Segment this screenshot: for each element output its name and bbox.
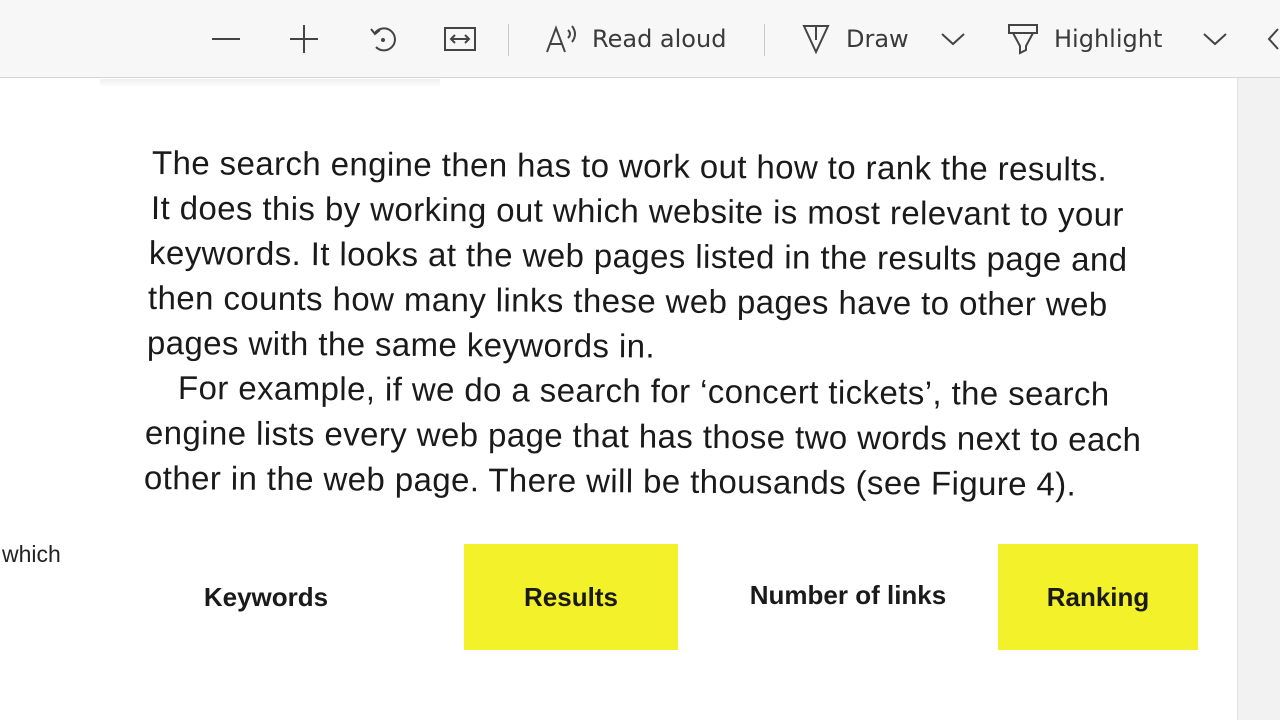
toolbar-separator [508, 24, 509, 56]
pen-icon [800, 22, 832, 56]
draw-button[interactable] [800, 0, 909, 78]
figure-ranking-highlighted: Ranking [998, 544, 1198, 650]
margin-note: which [2, 541, 61, 567]
highlight-button[interactable] [1006, 0, 1162, 78]
paragraph-line: The search engine then has to work out how to rank the results. [151, 144, 1108, 188]
paragraph-line: engine lists every web page that has those two words next to each [144, 414, 1142, 458]
figure-number-of-links: Number of links [749, 579, 947, 610]
highlight-options-dropdown[interactable] [1202, 0, 1228, 78]
zoom-in-button[interactable] [288, 0, 320, 78]
paragraph-line: then counts how many links these web pages have to other web [147, 279, 1108, 323]
paragraph-line: For example, if we do a search for ‘concert tickets’, the search [177, 369, 1110, 413]
page-scan-artifact [100, 79, 440, 87]
read-aloud-button[interactable] [544, 0, 726, 78]
chevron-down-icon [940, 31, 966, 47]
fit-width-icon [443, 24, 477, 54]
zoom-out-button[interactable] [210, 0, 242, 78]
paragraph-line: It does this by working out which website is most relevant to your [150, 189, 1124, 233]
rotate-icon [366, 22, 400, 56]
page-side-gutter [1237, 78, 1280, 720]
rotate-button[interactable] [366, 0, 400, 78]
plus-icon [288, 23, 320, 55]
chevron-left-icon [1266, 27, 1280, 51]
minus-icon [210, 23, 242, 55]
read-aloud-label: Read aloud [592, 25, 727, 53]
paragraph-line: other in the web page. There will be thousands (see Figure 4). [143, 459, 1077, 503]
read-aloud-icon [544, 22, 580, 56]
figure-keywords: Keywords [203, 581, 329, 612]
toolbar-separator [764, 24, 765, 56]
paragraph-line: pages with the same keywords in. [146, 324, 656, 365]
chevron-down-icon [1202, 31, 1228, 47]
draw-options-dropdown[interactable] [940, 0, 966, 78]
pdf-toolbar [0, 0, 1280, 78]
figure-results-highlighted: Results [464, 544, 678, 650]
paragraph-line: keywords. It looks at the web pages listed in the results page and [148, 234, 1128, 278]
more-toolbar-button[interactable] [1266, 0, 1280, 78]
draw-label: Draw [846, 25, 909, 53]
highlighter-icon [1006, 22, 1040, 56]
highlight-label: Highlight [1054, 25, 1163, 53]
fit-width-button[interactable] [443, 0, 477, 78]
pdf-page [0, 79, 1237, 720]
